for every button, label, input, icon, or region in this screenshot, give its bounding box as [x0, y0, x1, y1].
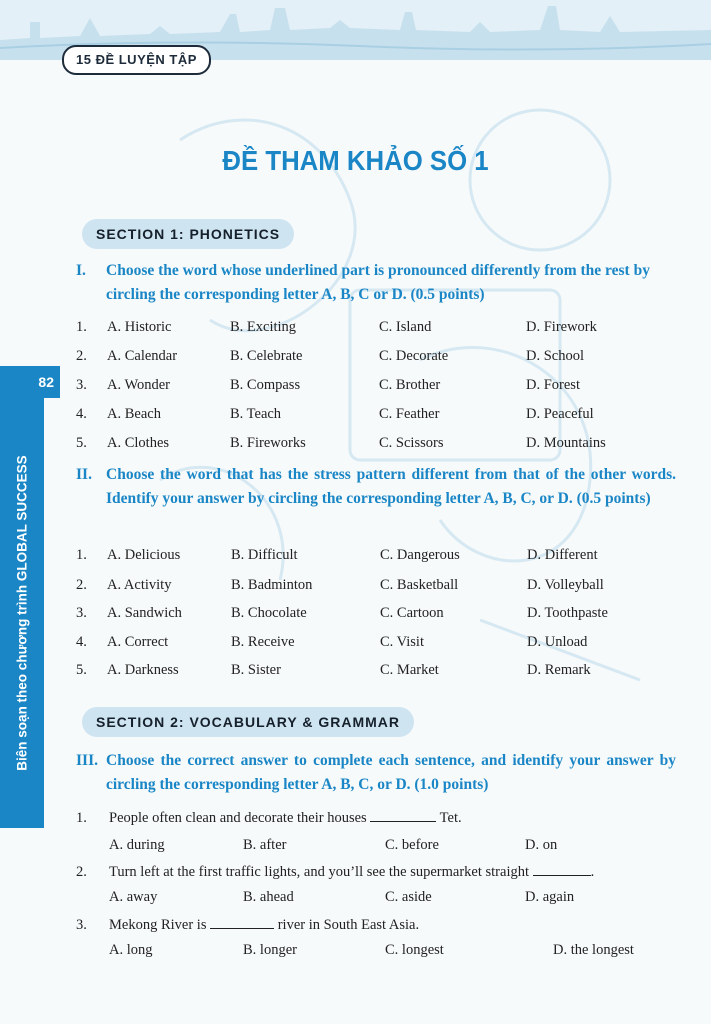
item-number: 4. — [76, 634, 87, 650]
part-i-numeral: I. — [76, 262, 86, 279]
list-item — [76, 316, 696, 338]
item-number: 1. — [76, 319, 87, 335]
option-b: B. Teach — [230, 406, 282, 422]
option-d: D. Toothpaste — [527, 605, 608, 621]
option-c: C. Brother — [379, 377, 441, 393]
item-number: 2. — [76, 348, 87, 364]
item-number: 4. — [76, 406, 87, 422]
option-a: A. Delicious — [107, 547, 181, 563]
option-a: A. Wonder — [107, 377, 170, 393]
option-a: A. Darkness — [107, 662, 179, 678]
question-number: 1. — [76, 810, 87, 826]
answer-options — [109, 834, 689, 856]
option-c: C. before — [385, 837, 439, 853]
option-b: B. Sister — [231, 662, 281, 678]
option-a: A. Correct — [107, 634, 169, 650]
series-tag: 15 ĐỀ LUYỆN TẬP — [62, 45, 211, 75]
part-iii-text: Choose the correct answer to complete each sentence, and identify your answer by circling the corresponding letter A, B, C, or D. (1.0 points) — [106, 752, 676, 793]
item-number: 2. — [76, 577, 87, 593]
answer-options — [109, 886, 689, 908]
option-d: D. Remark — [527, 662, 591, 678]
part-i-instruction — [76, 259, 676, 307]
page-title: ĐỀ THAM KHẢO SỐ 1 — [222, 145, 489, 176]
question-text-before: Mekong River is — [109, 917, 211, 933]
answer-blank — [210, 914, 274, 929]
page-number: 82 — [0, 366, 60, 398]
option-a: A. Beach — [107, 406, 161, 422]
question-text — [109, 807, 462, 829]
option-d: D. Peaceful — [526, 406, 594, 422]
option-b: B. ahead — [243, 889, 294, 905]
item-number: 5. — [76, 662, 87, 678]
side-curriculum-label: Biên soạn theo chương trình GLOBAL SUCCESS — [14, 455, 30, 771]
option-a: A. during — [109, 837, 165, 853]
option-a: A. away — [109, 889, 158, 905]
section-2-label: SECTION 2: VOCABULARY & GRAMMAR — [82, 707, 414, 737]
option-a: A. Sandwich — [107, 605, 182, 621]
part-ii-numeral: II. — [76, 466, 92, 483]
option-a: A. Clothes — [107, 435, 170, 451]
question-text-after: Tet. — [436, 810, 462, 826]
option-c: C. aside — [385, 889, 432, 905]
question-text-before: Turn left at the first traffic lights, and you’ll see the supermarket straight — [109, 864, 533, 880]
option-b: B. Fireworks — [230, 435, 306, 451]
list-item — [76, 659, 696, 681]
part-ii-text: Choose the word that has the stress pattern different from that of the other words. Identify your answer by circling the corresponding letter A, B, C, or D. (0.5 points) — [106, 466, 676, 507]
list-item — [76, 432, 696, 454]
option-b: B. longer — [243, 942, 297, 958]
list-item — [76, 403, 696, 425]
question-text-before: People often clean and decorate their houses — [109, 810, 371, 826]
option-c: C. Dangerous — [380, 547, 460, 563]
part-iii-instruction — [76, 749, 676, 797]
option-b: B. after — [243, 837, 287, 853]
question-number: 3. — [76, 917, 87, 933]
option-b: B. Difficult — [231, 547, 298, 563]
option-d: D. again — [525, 889, 575, 905]
option-c: C. Basketball — [380, 577, 459, 593]
option-a: A. long — [109, 942, 153, 958]
option-a: A. Activity — [107, 577, 172, 593]
list-item — [76, 374, 696, 396]
answer-blank — [370, 807, 436, 822]
list-item — [76, 631, 696, 653]
item-number: 5. — [76, 435, 87, 451]
question-text-after: river in South East Asia. — [274, 917, 420, 933]
option-b: B. Celebrate — [230, 348, 303, 364]
question-text — [109, 914, 419, 936]
option-b: B. Badminton — [231, 577, 313, 593]
list-item — [76, 602, 696, 624]
part-ii-instruction — [76, 463, 676, 511]
option-c: C. Market — [380, 662, 439, 678]
option-c: C. longest — [385, 942, 444, 958]
option-d: D. the longest — [553, 942, 634, 958]
option-c: C. Island — [379, 319, 432, 335]
option-d: D. Unload — [527, 634, 588, 650]
answer-blank — [533, 861, 591, 876]
option-a: A. Historic — [107, 319, 172, 335]
option-d: D. Different — [527, 547, 598, 563]
list-item — [76, 345, 696, 367]
part-i-text: Choose the word whose underlined part is pronounced differently from the rest by circling the corresponding letter A, B, C or D. (0.5 points) — [106, 262, 650, 303]
option-b: B. Compass — [230, 377, 301, 393]
option-d: D. on — [525, 837, 558, 853]
item-number: 3. — [76, 605, 87, 621]
option-c: C. Visit — [380, 634, 424, 650]
option-d: D. Forest — [526, 377, 580, 393]
answer-options — [109, 939, 689, 961]
item-number: 3. — [76, 377, 87, 393]
option-d: D. School — [526, 348, 584, 364]
option-b: B. Exciting — [230, 319, 297, 335]
part-iii-numeral: III. — [76, 752, 98, 769]
option-c: C. Scissors — [379, 435, 444, 451]
item-number: 1. — [76, 547, 87, 563]
option-b: B. Chocolate — [231, 605, 307, 621]
question-text — [109, 861, 594, 883]
list-item — [76, 544, 696, 566]
option-c: C. Decorate — [379, 348, 449, 364]
section-1-label: SECTION 1: PHONETICS — [82, 219, 294, 249]
option-c: C. Cartoon — [380, 605, 444, 621]
option-b: B. Receive — [231, 634, 295, 650]
list-item — [76, 574, 696, 596]
question-number: 2. — [76, 864, 87, 880]
option-d: D. Volleyball — [527, 577, 604, 593]
option-d: D. Firework — [526, 319, 597, 335]
option-a: A. Calendar — [107, 348, 178, 364]
question-text-after: . — [590, 864, 595, 880]
option-d: D. Mountains — [526, 435, 606, 451]
option-c: C. Feather — [379, 406, 440, 422]
